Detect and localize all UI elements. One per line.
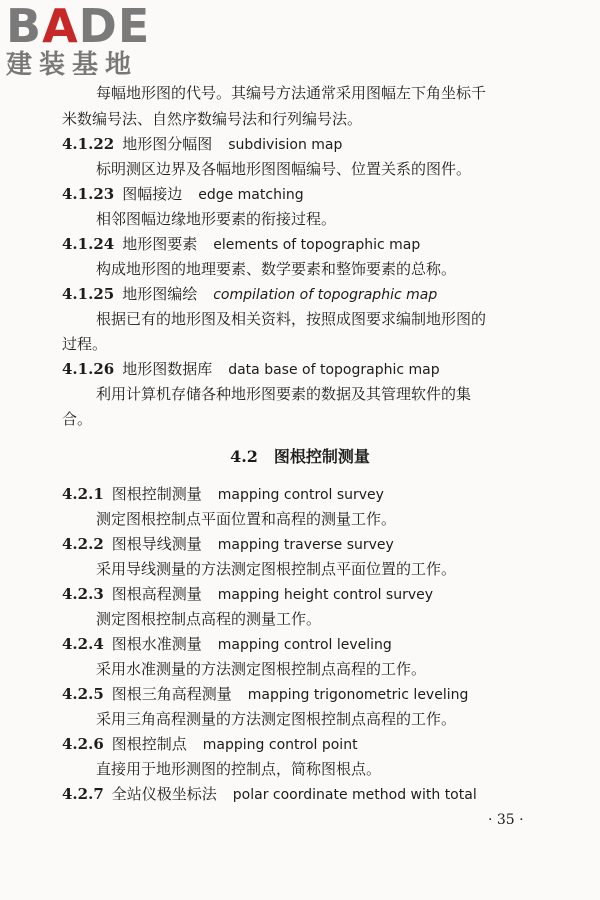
term-entry-heading bbox=[62, 358, 440, 379]
logo-subtitle: 建装基地 bbox=[6, 50, 139, 80]
term-entry-heading bbox=[62, 733, 358, 754]
term-chinese: 图幅接边 bbox=[122, 185, 183, 203]
term-number: 4.1.24 bbox=[62, 235, 115, 253]
section-heading: 4.2 图根控制测量 bbox=[230, 447, 370, 466]
term-english: elements of topographic map bbox=[213, 237, 421, 253]
term-definition: 采用水准测量的方法测定图根控制点高程的工作。 bbox=[96, 660, 427, 678]
term-number: 4.1.25 bbox=[62, 285, 115, 303]
term-english: mapping trigonometric leveling bbox=[247, 687, 469, 703]
term-definition: 利用计算机存储各种地形图要素的数据及其管理软件的集 bbox=[96, 385, 472, 403]
term-english: mapping control point bbox=[202, 737, 358, 753]
term-chinese: 图根导线测量 bbox=[111, 535, 202, 553]
term-chinese: 图根控制点 bbox=[111, 735, 187, 753]
term-chinese: 图根水准测量 bbox=[111, 635, 202, 653]
term-entry-heading bbox=[62, 783, 477, 804]
term-number: 4.1.23 bbox=[62, 185, 115, 203]
term-chinese: 地形图要素 bbox=[122, 235, 198, 253]
term-english: mapping traverse survey bbox=[217, 537, 394, 553]
term-entry-heading bbox=[62, 283, 437, 304]
term-english: compilation of topographic map bbox=[213, 287, 438, 303]
term-number: 4.2.1 bbox=[62, 485, 104, 503]
term-entry-heading bbox=[62, 183, 304, 204]
term-number: 4.1.22 bbox=[62, 135, 115, 153]
term-number: 4.2.6 bbox=[62, 735, 104, 753]
term-entry-heading bbox=[62, 683, 468, 704]
term-number: 4.2.7 bbox=[62, 785, 104, 803]
term-chinese: 地形图编绘 bbox=[122, 285, 198, 303]
term-entry-heading bbox=[62, 133, 342, 154]
term-english: subdivision map bbox=[228, 137, 343, 153]
term-definition: 构成地形图的地理要素、数学要素和整饰要素的总称。 bbox=[96, 260, 457, 278]
term-definition: 根据已有的地形图及相关资料，按照成图要求编制地形图的 bbox=[96, 310, 487, 328]
term-english: mapping control leveling bbox=[217, 637, 392, 653]
term-entry-heading bbox=[62, 533, 394, 554]
term-number: 4.2.3 bbox=[62, 585, 104, 603]
term-definition: 相邻图幅边缘地形要素的衔接过程。 bbox=[96, 210, 337, 228]
term-entry-heading bbox=[62, 583, 433, 604]
term-definition: 过程。 bbox=[62, 335, 108, 353]
intro-line-1: 每幅地形图的代号。其编号方法通常采用图幅左下角坐标千 bbox=[96, 84, 487, 102]
term-definition: 采用导线测量的方法测定图根控制点平面位置的工作。 bbox=[96, 560, 457, 578]
term-definition: 合。 bbox=[62, 410, 93, 428]
term-chinese: 地形图分幅图 bbox=[122, 135, 213, 153]
term-number: 4.2.5 bbox=[62, 685, 104, 703]
term-entry-heading bbox=[62, 483, 384, 504]
term-number: 4.2.4 bbox=[62, 635, 104, 653]
term-number: 4.2.2 bbox=[62, 535, 104, 553]
term-chinese: 图根三角高程测量 bbox=[111, 685, 232, 703]
term-entry-heading bbox=[62, 633, 392, 654]
term-definition: 标明测区边界及各幅地形图图幅编号、位置关系的图件。 bbox=[96, 160, 472, 178]
term-definition: 采用三角高程测量的方法测定图根控制点高程的工作。 bbox=[96, 710, 457, 728]
term-entry-heading bbox=[62, 233, 420, 254]
term-definition: 直接用于地形测图的控制点，简称图根点。 bbox=[96, 760, 382, 778]
term-english: edge matching bbox=[198, 187, 304, 203]
term-chinese: 图根控制测量 bbox=[111, 485, 202, 503]
term-chinese: 图根高程测量 bbox=[111, 585, 202, 603]
term-number: 4.1.26 bbox=[62, 360, 115, 378]
term-english: data base of topographic map bbox=[228, 362, 440, 378]
term-english: mapping height control survey bbox=[217, 587, 434, 603]
term-definition: 测定图根控制点高程的测量工作。 bbox=[96, 610, 322, 628]
term-chinese: 全站仪极坐标法 bbox=[111, 785, 217, 803]
page-number: · 35 · bbox=[488, 812, 524, 828]
term-chinese: 地形图数据库 bbox=[122, 360, 213, 378]
logo-wordmark: BADE bbox=[6, 0, 151, 53]
term-english: mapping control survey bbox=[217, 487, 384, 503]
term-definition: 测定图根控制点平面位置和高程的测量工作。 bbox=[96, 510, 397, 528]
term-english: polar coordinate method with total bbox=[232, 787, 477, 803]
intro-line-2: 米数编号法、自然序数编号法和行列编号法。 bbox=[62, 110, 363, 128]
